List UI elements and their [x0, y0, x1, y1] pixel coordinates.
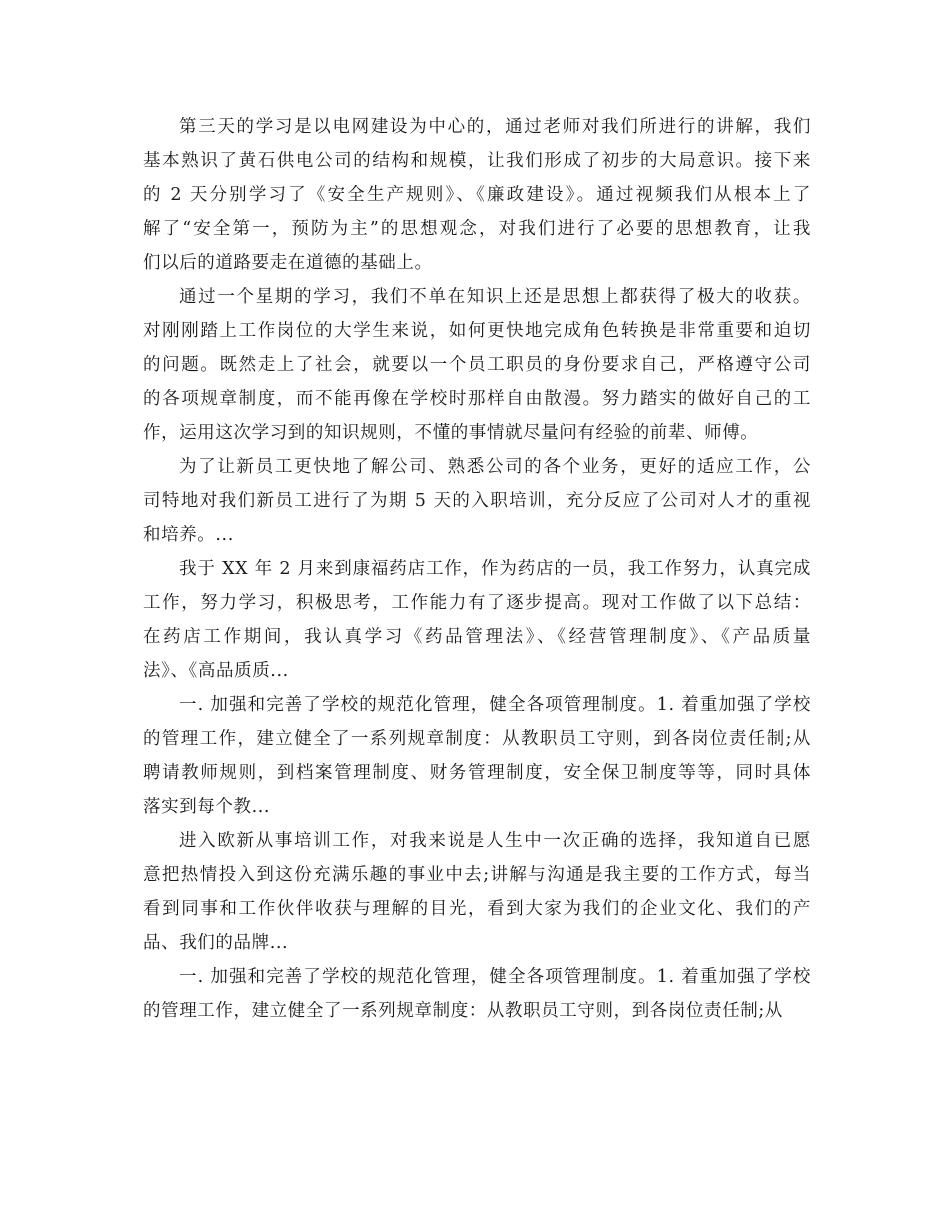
paragraph	[143, 450, 811, 552]
paragraph-line: 看到同事和工作伙伴收获与理解的目光，看到大家为我们的企业文化、我们的产	[143, 899, 811, 919]
paragraph-line: 的 2 天分别学习了《安全生产规则》、《廉政建设》。通过视频我们从根本上了	[143, 185, 811, 205]
paragraph-line: 我于 XX 年 2 月来到康福药店工作，作为药店的一员，我工作努力，认真完成	[179, 559, 811, 579]
paragraph-line: 在药店工作期间，我认真学习《药品管理法》、《经营管理制度》、《产品质量	[143, 627, 811, 647]
paragraph-line: 们以后的道路要走在道德的基础上。	[143, 253, 433, 273]
paragraph-line: 法》、《高品质质...	[143, 661, 289, 681]
paragraph-line: 意把热情投入到这份充满乐趣的事业中去;讲解与沟通是我主要的工作方式，每当	[143, 865, 811, 885]
paragraph	[143, 280, 811, 450]
paragraph-line: 对刚刚踏上工作岗位的大学生来说，如何更快地完成角色转换是非常重要和迫切	[143, 321, 811, 341]
paragraph-line: 的各项规章制度，而不能再像在学校时那样自由散漫。努力踏实的做好自己的工	[143, 389, 811, 409]
paragraph-line: 的管理工作，建立健全了一系列规章制度：从教职员工守则，到各岗位责任制;从	[143, 1001, 783, 1021]
document-body	[143, 110, 811, 1028]
paragraph-line: 司特地对我们新员工进行了为期 5 天的入职培训，充分反应了公司对人才的重视	[143, 491, 811, 511]
paragraph-line: 落实到每个教...	[143, 797, 271, 817]
paragraph-line: 聘请教师规则，到档案管理制度、财务管理制度，安全保卫制度等等，同时具体	[143, 763, 811, 783]
paragraph-line: 工作，努力学习，积极思考，工作能力有了逐步提高。现对工作做了以下总结：	[143, 593, 811, 613]
paragraph	[143, 110, 811, 280]
paragraph	[143, 960, 811, 1028]
paragraph	[143, 688, 811, 824]
paragraph-line: 第三天的学习是以电网建设为中心的，通过老师对我们所进行的讲解，我们	[179, 117, 811, 137]
paragraph-line: 解了“安全第一，预防为主”的思想观念，对我们进行了必要的思想教育，让我	[143, 219, 811, 239]
paragraph-line: 进入欧新从事培训工作，对我来说是人生中一次正确的选择，我知道自已愿	[179, 831, 811, 851]
paragraph-line: 一. 加强和完善了学校的规范化管理，健全各项管理制度。1. 着重加强了学校	[179, 967, 811, 987]
paragraph	[143, 824, 811, 960]
paragraph-line: 为了让新员工更快地了解公司、熟悉公司的各个业务，更好的适应工作，公	[179, 457, 811, 477]
paragraph	[143, 552, 811, 688]
paragraph-line: 品、我们的品牌...	[143, 933, 289, 953]
paragraph-line: 和培养。...	[143, 525, 234, 545]
paragraph-line: 基本熟识了黄石供电公司的结构和规模，让我们形成了初步的大局意识。接下来	[143, 151, 811, 171]
paragraph-line: 的管理工作，建立健全了一系列规章制度：从教职员工守则，到各岗位责任制;从	[143, 729, 811, 749]
paragraph-line: 一. 加强和完善了学校的规范化管理，健全各项管理制度。1. 着重加强了学校	[179, 695, 811, 715]
paragraph-line: 通过一个星期的学习，我们不单在知识上还是思想上都获得了极大的收获。	[179, 287, 811, 307]
paragraph-line: 作，运用这次学习到的知识规则，不懂的事情就尽量问有经验的前辈、师傅。	[143, 423, 759, 443]
paragraph-line: 的问题。既然走上了社会，就要以一个员工职员的身份要求自己，严格遵守公司	[143, 355, 811, 375]
